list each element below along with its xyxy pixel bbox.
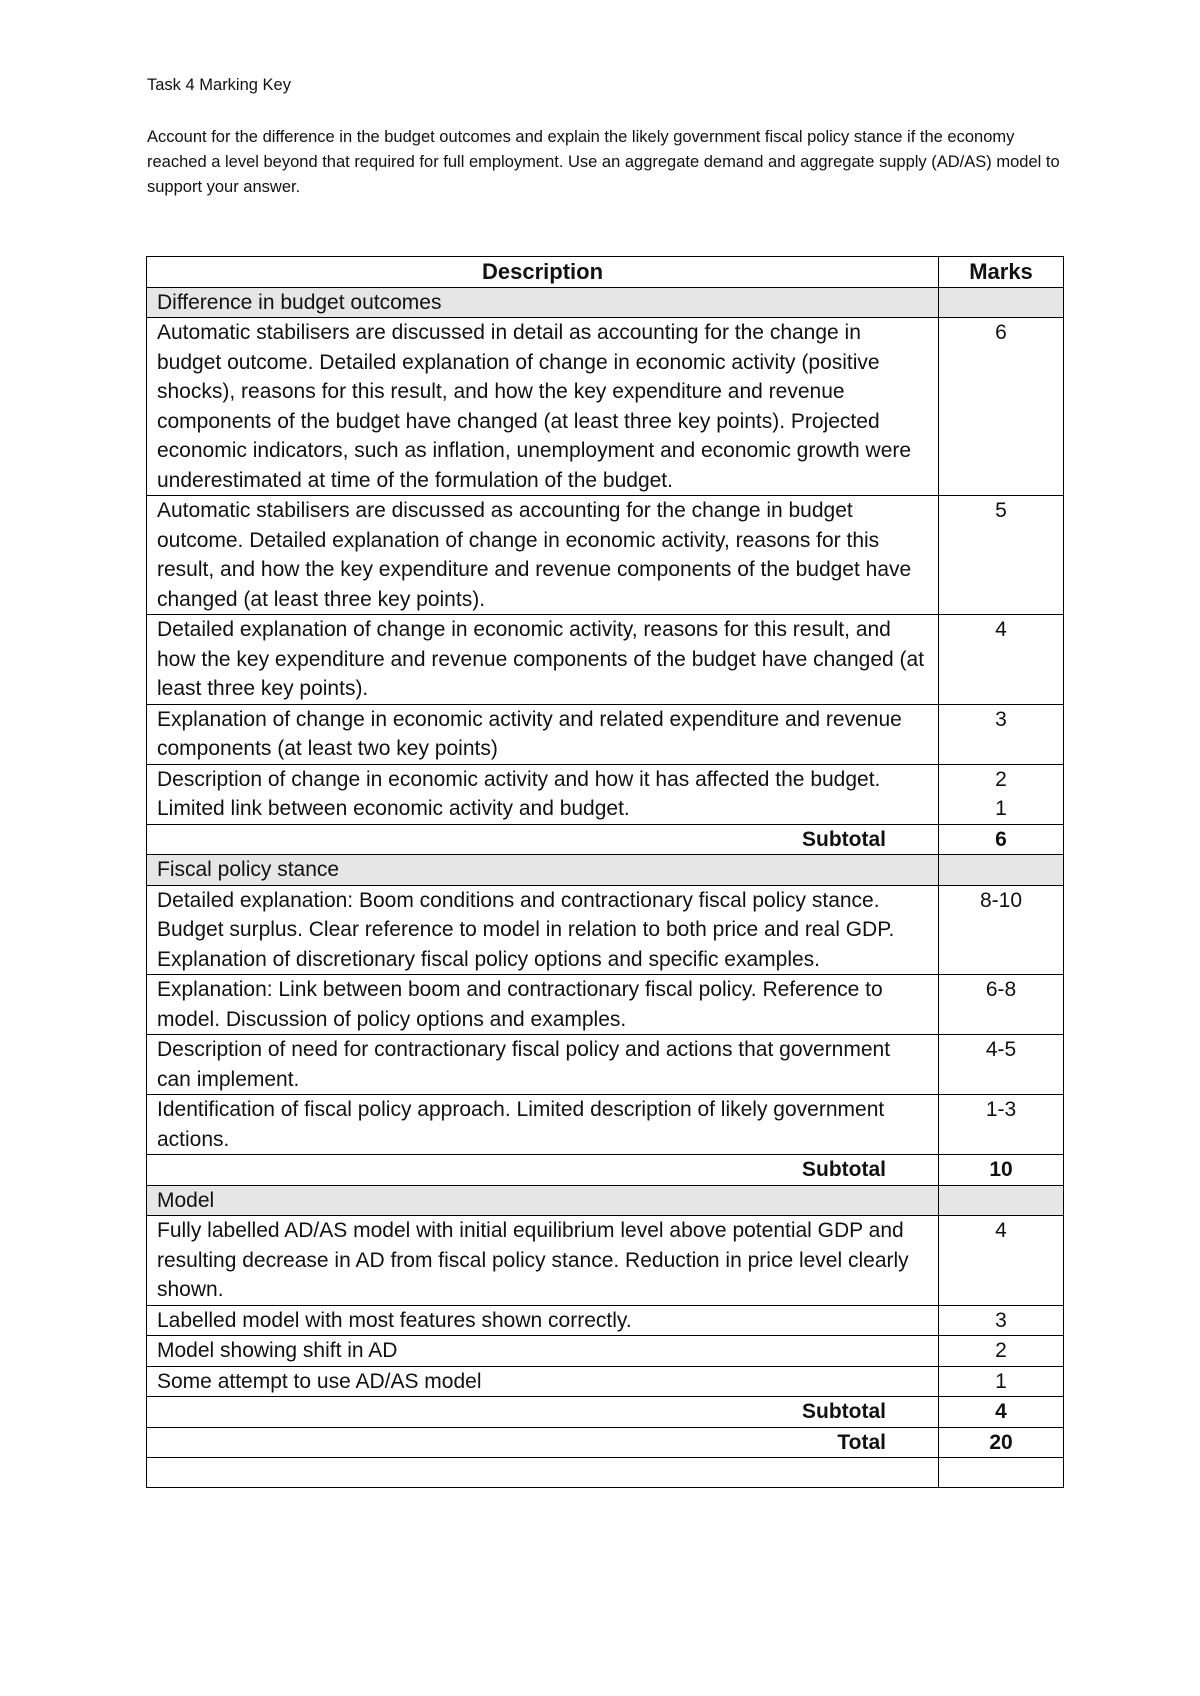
- criterion-marks: 6-8: [939, 975, 1064, 1035]
- table-row: [147, 1305, 1064, 1336]
- criterion-description: Fully labelled AD/AS model with initial equilibrium level above potential GDP and resulting decrease in AD from fiscal policy stance. Reduction in price level clearly shown.: [147, 1216, 939, 1306]
- criterion-description: Labelled model with most features shown correctly.: [147, 1305, 939, 1336]
- table-row: [147, 1216, 1064, 1306]
- table-row: [147, 1366, 1064, 1397]
- empty-cell: [939, 1458, 1064, 1488]
- criterion-marks: 5: [939, 496, 1064, 615]
- subtotal-label: Subtotal: [147, 824, 939, 855]
- table-row: [147, 885, 1064, 975]
- section-heading-row: [147, 287, 1064, 318]
- empty-row: [147, 1458, 1064, 1488]
- table-row: [147, 615, 1064, 705]
- table-row: [147, 764, 1064, 824]
- marks-column-header: Marks: [939, 257, 1064, 288]
- description-column-header: Description: [147, 257, 939, 288]
- document-title: Task 4 Marking Key: [147, 76, 291, 94]
- total-value: 20: [939, 1427, 1064, 1458]
- subtotal-row: [147, 1397, 1064, 1428]
- subtotal-row: [147, 824, 1064, 855]
- criterion-marks: 4: [939, 1216, 1064, 1306]
- criterion-marks: 4-5: [939, 1035, 1064, 1095]
- criterion-description: Detailed explanation of change in economic activity, reasons for this result, and how the key expenditure and revenue components of the budget have changed (at least three key points).: [147, 615, 939, 705]
- table-row: [147, 496, 1064, 615]
- criterion-marks: 3: [939, 1305, 1064, 1336]
- section-heading: Difference in budget outcomes: [147, 287, 939, 318]
- criterion-description: Automatic stabilisers are discussed in detail as accounting for the change in budget outcome. Detailed explanation of change in economic activity (positive shocks), reasons for this result, and how the key expenditure and revenue components of the budget have changed (at least three key points). Projected economic indicators, such as inflation, unemployment and economic growth were underestimated at time of the formulation of the budget.: [147, 318, 939, 496]
- subtotal-value: 6: [939, 824, 1064, 855]
- criterion-marks-stack: [939, 764, 1064, 824]
- table-row: [147, 1095, 1064, 1155]
- subtotal-row: [147, 1155, 1064, 1186]
- criterion-marks: 1-3: [939, 1095, 1064, 1155]
- criterion-marks-secondary: 1: [995, 797, 1007, 820]
- criterion-description: Explanation of change in economic activity and related expenditure and revenue components (at least two key points): [147, 704, 939, 764]
- criterion-marks: 2: [939, 1336, 1064, 1367]
- criterion-marks: 6: [939, 318, 1064, 496]
- criterion-marks: 3: [939, 704, 1064, 764]
- criterion-marks: 8-10: [939, 885, 1064, 975]
- criterion-description: Description of need for contractionary fiscal policy and actions that government can implement.: [147, 1035, 939, 1095]
- table-row: [147, 318, 1064, 496]
- criterion-description: Explanation: Link between boom and contractionary fiscal policy. Reference to model. Discussion of policy options and examples.: [147, 975, 939, 1035]
- criterion-description: Description of change in economic activity and how it has affected the budget. Limited link between economic activity and budget.: [147, 764, 939, 824]
- section-heading-marks: [939, 287, 1064, 318]
- total-label: Total: [147, 1427, 939, 1458]
- marking-key-table: [146, 256, 1064, 1488]
- table-row: [147, 704, 1064, 764]
- subtotal-label: Subtotal: [147, 1155, 939, 1186]
- task-prompt: Account for the difference in the budget outcomes and explain the likely government fiscal policy stance if the economy reached a level beyond that required for full employment. Use an aggregate demand and aggregate supply (AD/AS) model to support your answer.: [147, 128, 1060, 196]
- subtotal-value: 10: [939, 1155, 1064, 1186]
- section-heading-marks: [939, 1185, 1064, 1216]
- empty-cell: [147, 1458, 939, 1488]
- criterion-marks: 1: [939, 1366, 1064, 1397]
- table-row: [147, 975, 1064, 1035]
- section-heading: Model: [147, 1185, 939, 1216]
- criterion-description: Model showing shift in AD: [147, 1336, 939, 1367]
- table-row: [147, 1035, 1064, 1095]
- subtotal-value: 4: [939, 1397, 1064, 1428]
- criterion-description: Automatic stabilisers are discussed as accounting for the change in budget outcome. Detailed explanation of change in economic activity, reasons for this result, and how the key expenditure and revenue components of the budget have changed (at least three key points).: [147, 496, 939, 615]
- criterion-marks: 4: [939, 615, 1064, 705]
- table-row: [147, 1336, 1064, 1367]
- table-header-row: [147, 257, 1064, 288]
- section-heading-row: [147, 1185, 1064, 1216]
- subtotal-label: Subtotal: [147, 1397, 939, 1428]
- section-heading: Fiscal policy stance: [147, 855, 939, 886]
- section-heading-row: [147, 855, 1064, 886]
- criterion-marks: 2: [995, 767, 1007, 791]
- criterion-description: Detailed explanation: Boom conditions and contractionary fiscal policy stance. Budget surplus. Clear reference to model in relation to both price and real GDP. Explanation of discretionary fiscal policy options and specific examples.: [147, 885, 939, 975]
- criterion-description: Identification of fiscal policy approach. Limited description of likely government actions.: [147, 1095, 939, 1155]
- criterion-description: Some attempt to use AD/AS model: [147, 1366, 939, 1397]
- section-heading-marks: [939, 855, 1064, 886]
- total-row: [147, 1427, 1064, 1458]
